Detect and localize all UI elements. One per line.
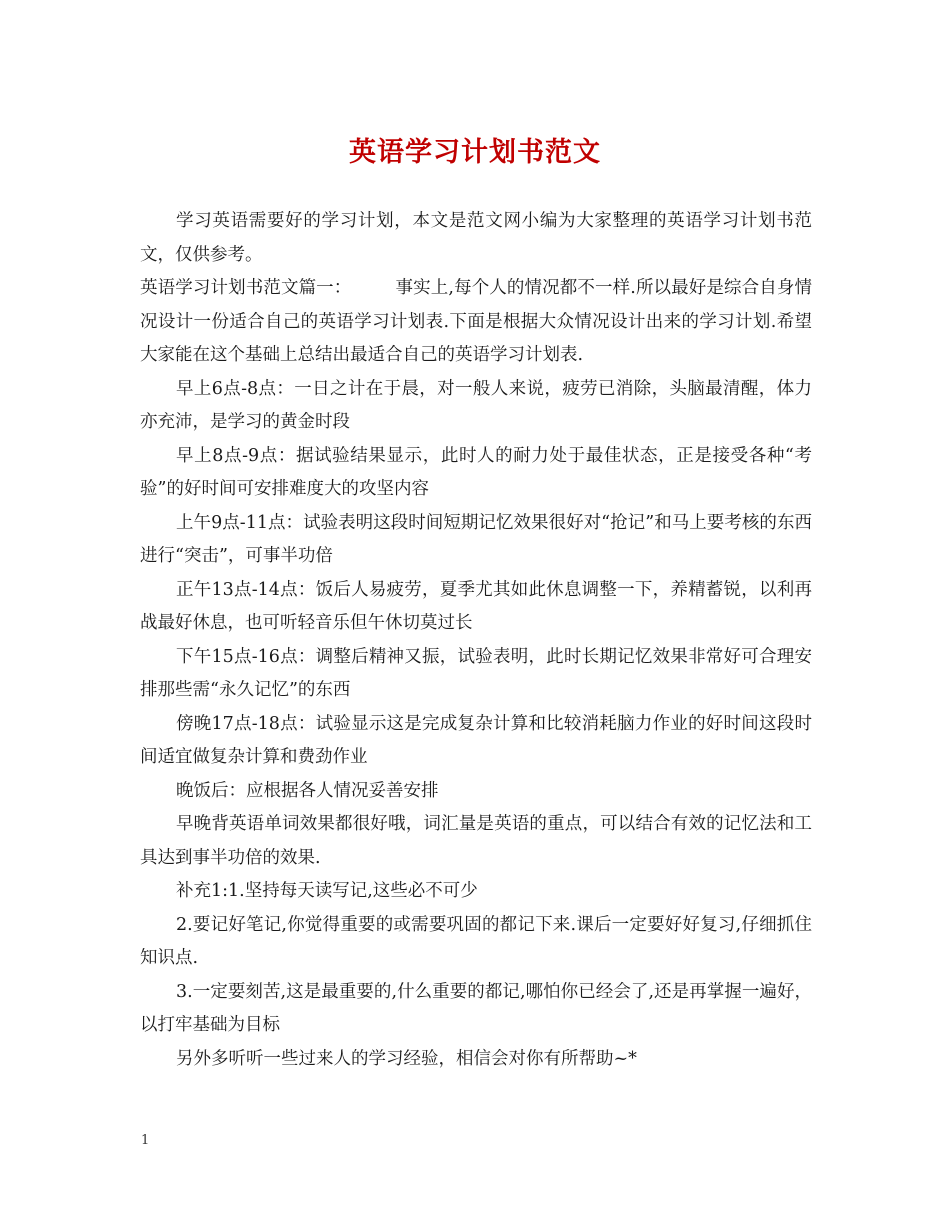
section-label: 英语学习计划书范文篇一： xyxy=(140,278,352,298)
tip-paragraph: 2.要记好笔记,你觉得重要的或需要巩固的都记下来.课后一定要好好复习,仔细抓住知识点. xyxy=(140,914,812,968)
tip-paragraph: 3.一定要刻苦,这是最重要的,什么重要的都记,哪怕你已经会了,还是再掌握一遍好，以打牢基础为目标 xyxy=(140,981,812,1035)
schedule-item: 正午13点-14点：饭后人易疲劳，夏季尤其如此休息调整一下，养精蓄锐，以利再战最好休息，也可听轻音乐但午休切莫过长 xyxy=(140,579,812,633)
intro-paragraph: 学习英语需要好的学习计划，本文是范文网小编为大家整理的英语学习计划书范文，仅供参考。 xyxy=(140,211,812,265)
tip-paragraph: 早晚背英语单词效果都很好哦，词汇量是英语的重点，可以结合有效的记忆法和工具达到事半功倍的效果. xyxy=(140,814,812,868)
schedule-item: 下午15点-16点：调整后精神又振，试验表明，此时长期记忆效果非常好可合理安排那些需“永久记忆”的东西 xyxy=(140,646,812,700)
tip-paragraph: 另外多听听一些过来人的学习经验，相信会对你有所帮助~* xyxy=(176,1048,637,1069)
section-paragraph xyxy=(140,272,812,373)
section-text: 事实上,每个人的情况都不一样.所以最好是综合自身情况设计一份适合自己的英语学习计划表.下面是根据大众情况设计出来的学习计划.希望大家能在这个基础上总结出最适合自己的英语学习计划表. xyxy=(140,278,813,365)
page-number: 1 xyxy=(141,1133,150,1148)
tip-paragraph: 补充1:1.坚持每天读写记,这些必不可少 xyxy=(176,881,478,901)
schedule-item: 上午9点-11点：试验表明这段时间短期记忆效果很好对“抢记”和马上要考核的东西进行“突击”，可事半功倍 xyxy=(140,512,812,566)
schedule-item: 晚饭后：应根据各人情况妥善安排 xyxy=(176,780,439,801)
document-title: 英语学习计划书范文 xyxy=(349,137,601,168)
schedule-item: 早上8点-9点：据试验结果显示，此时人的耐力处于最佳状态，正是接受各种“考验”的好时间可安排难度大的攻坚内容 xyxy=(140,445,812,499)
schedule-item: 早上6点-8点：一日之计在于晨，对一般人来说，疲劳已消除，头脑最清醒，体力亦充沛，是学习的黄金时段 xyxy=(140,378,812,432)
document-body xyxy=(140,205,812,1076)
schedule-item: 傍晚17点-18点：试验显示这是完成复杂计算和比较消耗脑力作业的好时间这段时间适宜做复杂计算和费劲作业 xyxy=(140,713,812,767)
